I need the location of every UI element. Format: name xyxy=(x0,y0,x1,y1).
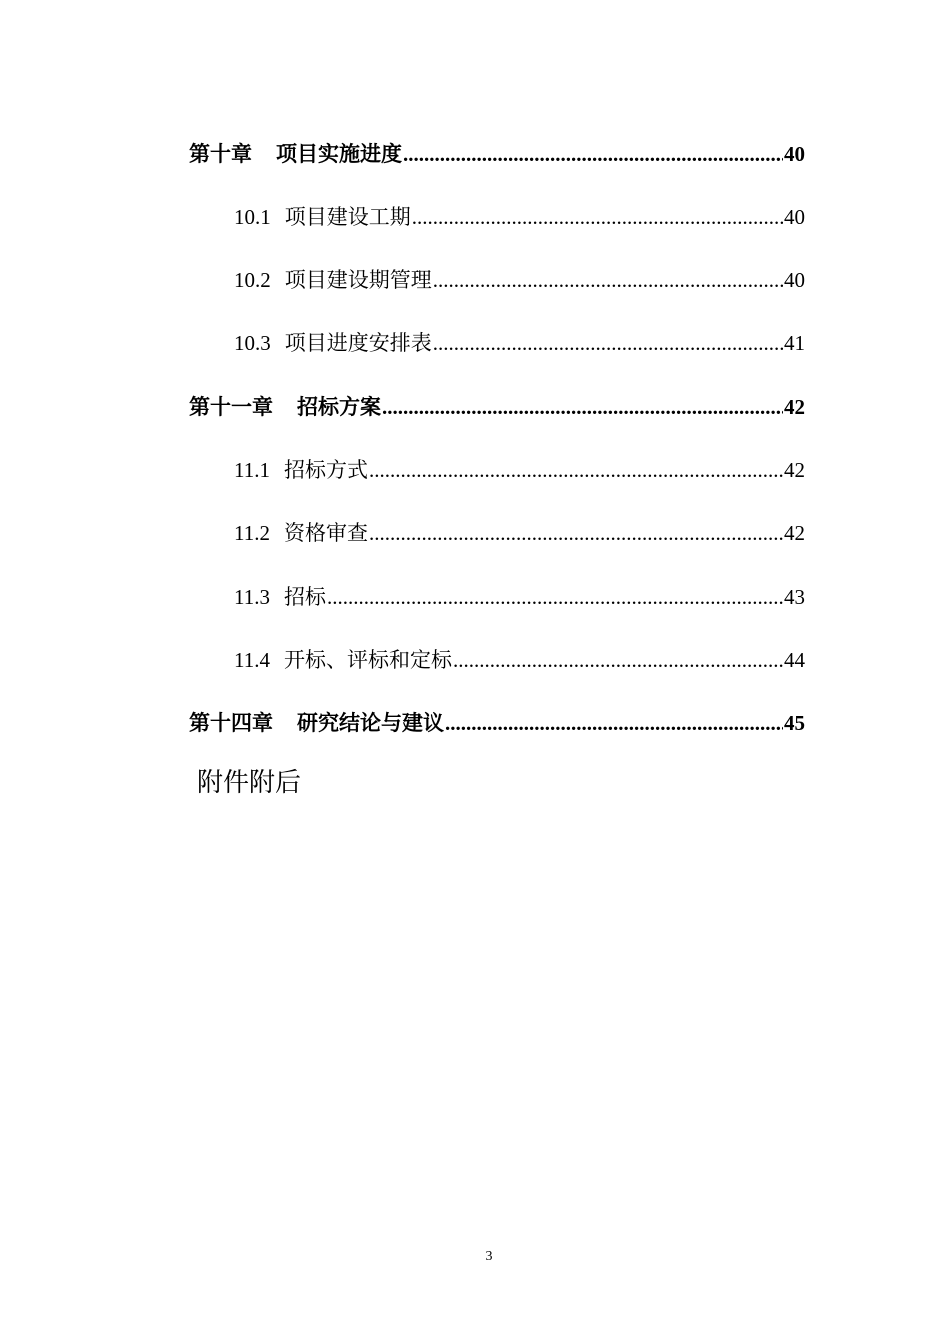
toc-entry-10-1[interactable] xyxy=(234,200,805,230)
toc-page-number: 40 xyxy=(784,268,805,292)
toc-section-number: 11.4 xyxy=(234,648,270,672)
toc-page-number: 41 xyxy=(784,331,805,355)
dot-leader xyxy=(369,457,783,483)
toc-page-number: 42 xyxy=(784,458,805,482)
page-number: 3 xyxy=(485,1249,493,1264)
dot-leader xyxy=(369,520,783,546)
dot-leader xyxy=(327,584,783,610)
toc-section-number: 10.3 xyxy=(234,331,271,355)
toc-section-title: 招标方式 xyxy=(283,458,368,482)
toc-page-number: 44 xyxy=(784,648,805,672)
toc-page-number: 43 xyxy=(784,585,805,609)
dot-leader xyxy=(453,647,783,673)
dot-leader xyxy=(412,204,783,230)
toc-chapter-title: 招标方案 xyxy=(297,395,381,419)
toc-chapter-number: 第十一章 xyxy=(189,395,273,419)
appendix-note: 附件附后 xyxy=(197,768,302,798)
toc-page-number: 42 xyxy=(784,521,805,545)
dot-leader xyxy=(382,394,783,420)
toc-page-number: 40 xyxy=(784,142,805,166)
toc-entry-chapter-14[interactable] xyxy=(189,706,805,736)
toc-section-title: 项目建设工期 xyxy=(284,205,411,229)
toc-section-title: 招标 xyxy=(283,585,326,609)
dot-leader xyxy=(445,710,783,736)
toc-section-number: 10.2 xyxy=(234,268,271,292)
toc-entry-10-3[interactable] xyxy=(234,326,805,356)
toc-chapter-number: 第十章 xyxy=(189,142,252,166)
toc-section-number: 11.1 xyxy=(234,458,270,482)
toc-entry-10-2[interactable] xyxy=(234,263,805,293)
toc-section-number: 11.2 xyxy=(234,521,270,545)
toc-entry-chapter-11[interactable] xyxy=(189,390,805,420)
toc-chapter-title: 研究结论与建议 xyxy=(297,711,444,735)
toc-section-number: 11.3 xyxy=(234,585,270,609)
toc-chapter-title: 项目实施进度 xyxy=(276,142,402,166)
toc-page-number: 40 xyxy=(784,205,805,229)
toc-page-number: 45 xyxy=(784,711,805,735)
toc-chapter-number: 第十四章 xyxy=(189,711,273,735)
toc-page-number: 42 xyxy=(784,395,805,419)
toc-entry-11-4[interactable] xyxy=(234,643,805,673)
toc-entry-11-3[interactable] xyxy=(234,580,805,610)
toc-section-title: 项目进度安排表 xyxy=(284,331,432,355)
toc-section-title: 开标、评标和定标 xyxy=(283,648,452,672)
toc-entry-chapter-10[interactable] xyxy=(189,137,805,167)
dot-leader xyxy=(433,330,783,356)
toc-section-number: 10.1 xyxy=(234,205,271,229)
dot-leader xyxy=(403,141,783,167)
toc-section-title: 资格审查 xyxy=(283,521,368,545)
toc-entry-11-2[interactable] xyxy=(234,516,805,546)
toc-section-title: 项目建设期管理 xyxy=(284,268,432,292)
dot-leader xyxy=(433,267,783,293)
toc-entry-11-1[interactable] xyxy=(234,453,805,483)
